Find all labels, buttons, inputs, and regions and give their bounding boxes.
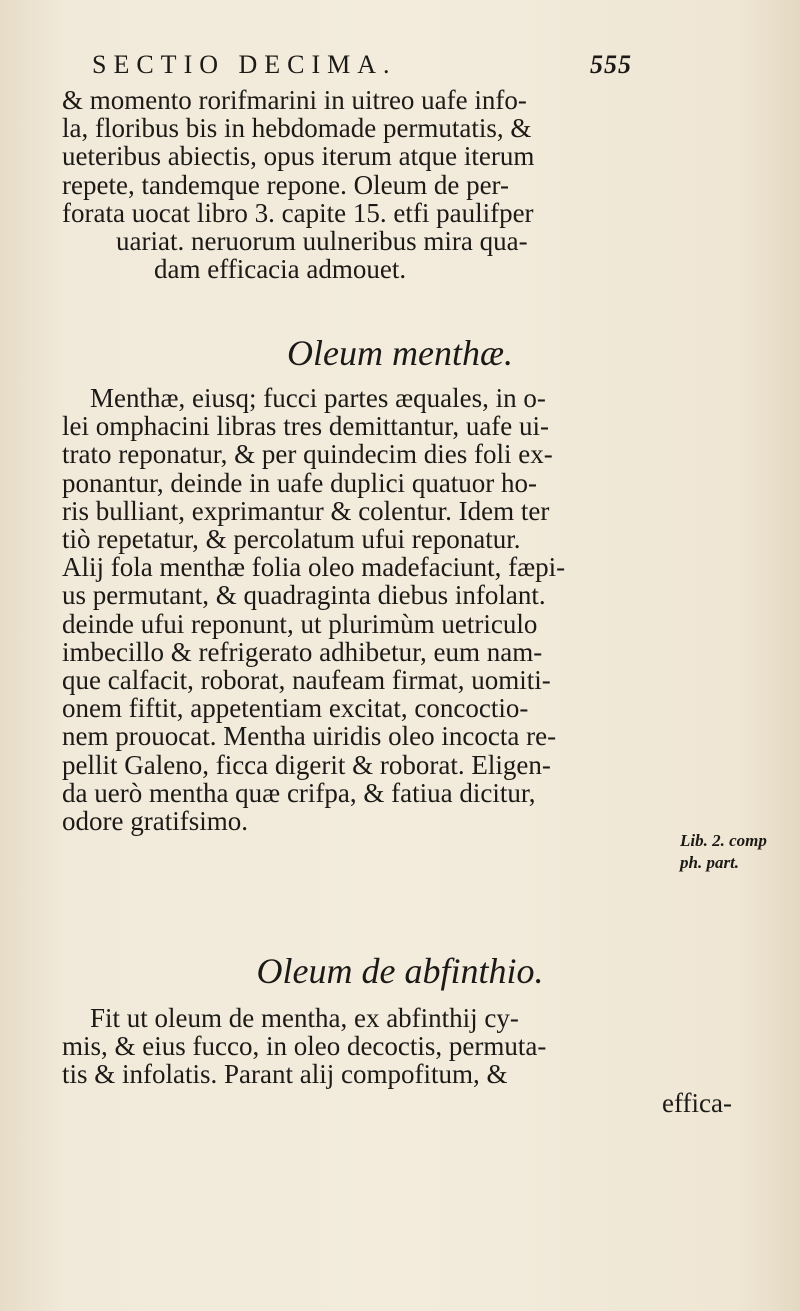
text-line: pellit Galeno, ficca digerit & roborat. Eligen- bbox=[62, 749, 551, 780]
catchword: effica- bbox=[662, 1087, 732, 1118]
text-line: tiò repetatur, & percolatum ufui reponatur. bbox=[62, 524, 521, 555]
text-line: nem prouocat. Mentha uiridis oleo incocta re- bbox=[62, 721, 557, 752]
running-head bbox=[92, 50, 632, 80]
text-line: Alij fola menthæ folia oleo madefaciunt, fæpi- bbox=[62, 552, 566, 583]
margin-note bbox=[680, 830, 767, 874]
page-number: 555 bbox=[590, 50, 632, 79]
text-line: Fit ut oleum de mentha, ex abfinthij cy- bbox=[90, 1003, 519, 1033]
text-line: la, floribus bis in hebdomade permutatis, & bbox=[62, 113, 532, 144]
text-line: & momento rorifmarini in uitreo uafe info- bbox=[62, 85, 527, 115]
text-line: imbecillo & refrigerato adhibetur, eum nam- bbox=[62, 636, 543, 667]
text-line: repete, tandemque repone. Oleum de per- bbox=[62, 169, 510, 200]
text-line: ris bulliant, exprimantur & colentur. Idem ter bbox=[62, 495, 550, 526]
text-line: us permutant, & quadraginta diebus infolant. bbox=[62, 580, 546, 611]
text-line: dam efficacia admouet. bbox=[154, 254, 407, 285]
text-line: lei omphacini libras tres demittantur, uafe ui- bbox=[62, 411, 550, 442]
text-line: uariat. neruorum uulneribus mira qua- bbox=[116, 226, 528, 257]
text-line: ueteribus abiectis, opus iterum atque iterum bbox=[62, 141, 535, 172]
text-line: onem fiftit, appetentiam excitat, concoctio- bbox=[62, 693, 529, 724]
text-line: odore gratifsimo. bbox=[62, 806, 248, 837]
text-line: que calfacit, roborat, naufeam firmat, uomiti- bbox=[62, 665, 551, 696]
paragraph-rosemary bbox=[62, 86, 742, 283]
text-line: mis, & eius fucco, in oleo decoctis, permuta- bbox=[62, 1031, 547, 1062]
paragraph-absinthe bbox=[62, 1004, 742, 1117]
margin-note-line: Lib. 2. comp bbox=[680, 831, 767, 850]
text-line: da uerò mentha quæ crifpa, & fatiua dicitur, bbox=[62, 777, 536, 808]
section-heading-absinthe: Oleum de abfinthio. bbox=[256, 951, 544, 991]
text-line: trato reponatur, & per quindecim dies foli ex- bbox=[62, 439, 553, 470]
text-line: tis & infolatis. Parant alij compofitum, & bbox=[62, 1059, 508, 1090]
paragraph-mint bbox=[62, 384, 742, 835]
text-line: deinde ufui reponunt, ut plurimùm uetriculo bbox=[62, 608, 538, 639]
margin-note-line: ph. part. bbox=[680, 853, 740, 872]
text-line: forata uocat libro 3. capite 15. etfi paulifper bbox=[62, 197, 534, 228]
text-line: ponantur, deinde in uafe duplici quatuor ho- bbox=[62, 467, 538, 498]
section-heading-mint: Oleum menthæ. bbox=[287, 333, 513, 373]
text-line: Menthæ, eiusq; fucci partes æquales, in o- bbox=[90, 383, 546, 413]
running-head-title: SECTIO DECIMA. bbox=[92, 50, 397, 79]
